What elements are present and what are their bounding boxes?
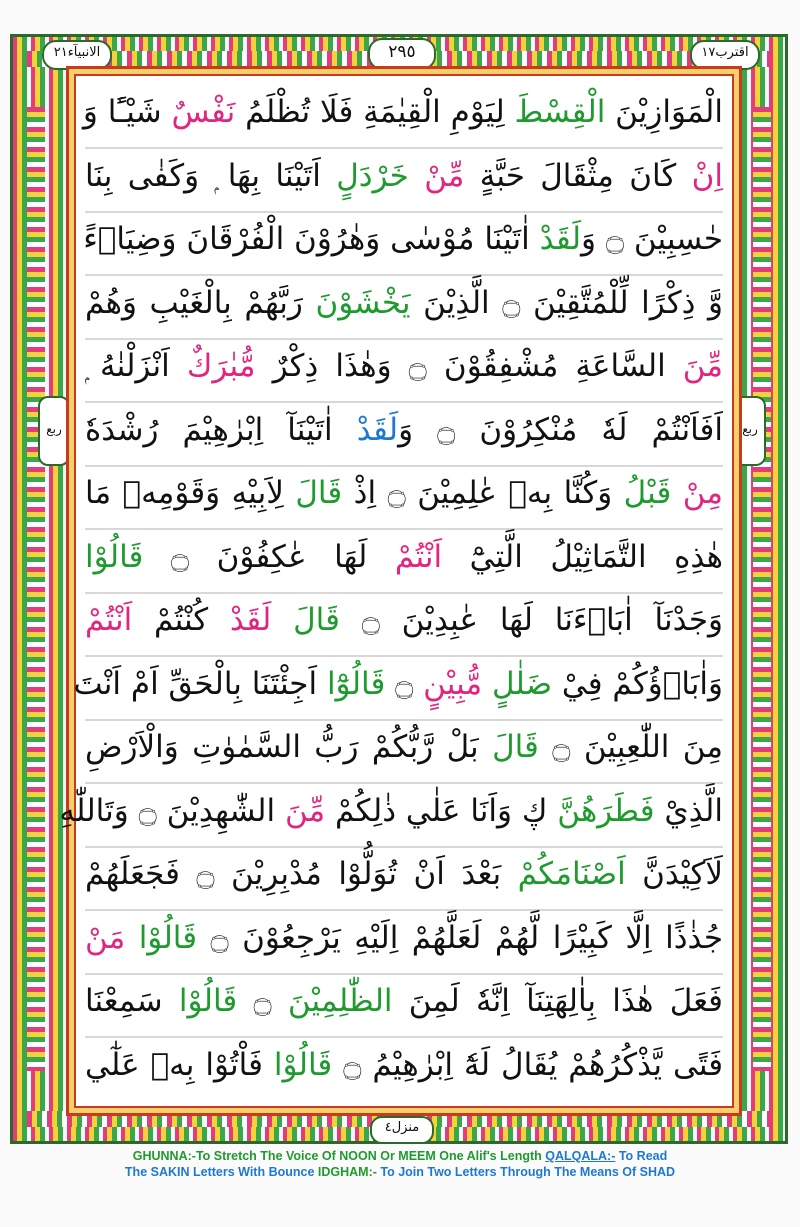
- legend-line-2: [0, 1164, 800, 1180]
- tajweed-word: مِّنْ: [424, 157, 465, 194]
- verse-line: [85, 1036, 723, 1100]
- page-number: ٢٩٥: [368, 38, 436, 70]
- verse-line: [85, 972, 723, 1038]
- verse-text: كَانَ مِثْقَالَ حَبَّةٍ: [464, 157, 692, 194]
- tajweed-word: خَرْدَلٍ: [336, 157, 409, 194]
- verse-text: ۝: [385, 665, 424, 702]
- verse-line: [82, 83, 723, 149]
- verse-text: وَكُنَّا بِهٖ عٰلِمِيْنَ ۝ اِذْ: [342, 475, 624, 511]
- idgham-label: IDGHAM:-: [317, 1165, 377, 1179]
- tajweed-word: قَالُوْا: [138, 919, 198, 956]
- verse-line: [85, 845, 723, 911]
- tajweed-word: مِنْ: [682, 475, 723, 511]
- tajweed-word: الْقِسْطَ: [514, 94, 606, 130]
- verse-text: [125, 920, 138, 956]
- verse-text: لِيَوْمِ الْقِيٰمَةِ فَلَا تُظْلَمُ: [235, 94, 515, 130]
- verse-text: الَّذِيْ: [654, 792, 723, 829]
- juz-name-label: اقترب١٧: [690, 40, 760, 70]
- verse-line: [85, 718, 723, 784]
- tajweed-word: لَقَدْ: [539, 221, 582, 257]
- tajweed-word: ضَلٰلٍ: [491, 665, 553, 702]
- verse-line: [85, 591, 723, 657]
- tajweed-word: قَالُوْا: [273, 1046, 333, 1083]
- verse-line: [59, 782, 723, 848]
- verse-text: اَتَيْنَا بِهَا ۭ وَكَفٰى بِنَا: [85, 157, 337, 194]
- verse-text: [409, 158, 424, 194]
- verse-text: وَاٰبَاۗؤُكُمْ فِيْ: [552, 665, 723, 702]
- tajweed-word: يَخْشَوْنَ: [315, 284, 411, 321]
- tajweed-word: مَنْ: [85, 919, 126, 956]
- tajweed-word: مِّنَ: [284, 792, 326, 829]
- verse-text: الشّٰهِدِيْنَ ۝ وَتَاللّٰهِ: [59, 792, 285, 829]
- tajweed-word: مُّبٰرَكٌ: [186, 348, 256, 384]
- verse-text: لَهَا عٰكِفُوْنَ ۝: [143, 538, 395, 575]
- tajweed-word: قَالُوْا: [178, 983, 238, 1019]
- verse-text: اٰتَيْنَا مُوْسٰى وَهٰرُوْنَ الْفُرْقَانَ وَضِيَاۗءً: [83, 221, 540, 257]
- tajweed-word: قَالَ: [293, 602, 340, 638]
- verse-text: اَفَاَنْتُمْ لَهٗ مُنْكِرُوْنَ ۝ وَ: [398, 411, 723, 448]
- verse-line: [85, 464, 723, 530]
- verse-text: بَعْدَ اَنْ تُوَلُّوْا مُدْبِرِيْنَ ۝ فَجَعَلَهُمْ: [85, 856, 518, 892]
- verse-line: [85, 337, 723, 403]
- tajweed-word: قَبْلُ: [623, 475, 672, 511]
- tajweed-word: نَفْسٌ: [171, 94, 236, 130]
- verse-text: شَيْـًٔا وَ: [82, 94, 172, 130]
- legend-line-1: [0, 1148, 800, 1164]
- verse-line: [85, 401, 723, 467]
- ghunna-text: To Stretch The Voice Of NOON Or MEEM One Alif's Length: [195, 1149, 542, 1163]
- verse-text: فَعَلَ هٰذَا بِاٰلِهَتِنَآ اِنَّهٗ لَمِنَ: [392, 983, 723, 1019]
- tajweed-word: اِنْ: [691, 157, 723, 194]
- verse-text: ڮ وَاَنَا عَلٰي ذٰلِكُمْ: [325, 792, 558, 829]
- idgham-text: To Join Two Letters Through The Means Of SHAD: [376, 1165, 676, 1179]
- tajweed-word: قَالُوْا: [85, 538, 144, 575]
- verse-text: فَتًى يَّذْكُرُهُمْ يُقَالُ لَهٗٓ اِبْرٰهِيْمُ ۝: [332, 1046, 724, 1083]
- tajweed-word: فَطَرَهُنَّ: [557, 792, 655, 829]
- verse-text: جُذٰذًا اِلَّا كَبِيْرًا لَّهُمْ لَعَلَّهُمْ اِلَيْهِ يَرْجِعُوْنَ ۝: [197, 919, 723, 956]
- tajweed-word: قَالَ: [492, 729, 539, 765]
- ornament-band-left: [27, 107, 45, 1071]
- verse-text: حٰسِبِيْنَ ۝ وَ: [581, 221, 723, 257]
- verse-text: وَجَدْنَآ اٰبَاۗءَنَا لَهَا عٰبِدِيْنَ ۝: [339, 602, 723, 638]
- tajweed-word: قَالَ: [295, 475, 343, 511]
- verse-text: هٰذِهِ التَّمَاثِيْلُ الَّتِيْٓ: [442, 538, 723, 575]
- tajweed-word: مُّبِيْنٍ: [423, 665, 483, 702]
- verse-text: رَبَّهُمْ بِالْغَيْبِ وَهُمْ: [85, 284, 316, 321]
- verse-text: لَاَكِيْدَنَّ: [625, 856, 723, 892]
- qalqala-label: QALQALA:-: [545, 1149, 616, 1163]
- tajweed-word: الظّٰلِمِيْنَ: [287, 983, 393, 1019]
- tajweed-word: اَصْنَامَكُمْ: [517, 856, 626, 892]
- verse-text: لِاَبِيْهِ وَقَوْمِهٖ مَا: [85, 475, 296, 511]
- tajweed-word: قَالُوْٓا: [326, 665, 386, 702]
- verse-text: [271, 602, 293, 638]
- verse-text: اَجِئْتَنَا بِالْحَقِّ اَمْ اَنْتَ: [73, 665, 327, 702]
- verse-text: سَمِعْنَا: [85, 983, 179, 1019]
- verse-line: [85, 147, 723, 213]
- verse-line: [85, 274, 723, 340]
- tajweed-legend: [0, 1148, 800, 1180]
- verse-text: [482, 666, 492, 702]
- surah-name-label: الانبیآء٢١: [42, 40, 112, 70]
- tajweed-word: مِّنَ: [682, 348, 723, 384]
- qalqala-text-cont: The SAKIN Letters With Bounce: [124, 1165, 315, 1179]
- verse-line: [73, 655, 723, 721]
- ghunna-label: GHUNNA:-: [132, 1149, 196, 1163]
- verse-line: [85, 210, 723, 276]
- tajweed-word: اَنْتُمْ: [394, 538, 443, 575]
- verse-text: الْمَوَازِيْنَ: [605, 94, 723, 130]
- rub-marker-right: ربع: [734, 396, 766, 466]
- verse-text: مِنَ اللّٰعِبِيْنَ ۝: [538, 729, 723, 765]
- verse-lines: [59, 83, 724, 1099]
- verse-text: اَنْزَلْنٰهُ ۭ: [85, 348, 187, 384]
- verse-text: كُنْتُمْ: [132, 602, 230, 638]
- verse-text: اٰتَيْنَآ اِبْرٰهِيْمَ رُشْدَهٗ: [85, 411, 357, 448]
- ornament-band-right: [753, 107, 771, 1071]
- verse-line: [85, 909, 723, 975]
- tajweed-word: لَقَدْ: [229, 602, 272, 638]
- verse-text: السَّاعَةِ مُشْفِقُوْنَ ۝ وَهٰذَا ذِكْرٌ: [255, 348, 683, 384]
- verse-text: ۝: [237, 983, 288, 1019]
- tajweed-word: لَقَدْ: [356, 411, 399, 448]
- verse-text: فَاْتُوْا بِهٖ عَلٰٓي: [85, 1046, 274, 1083]
- manzil-label: منزل٤: [370, 1116, 434, 1144]
- verse-line: [85, 528, 723, 594]
- quran-text-panel: [59, 66, 742, 1116]
- rub-marker-left: ربع: [38, 396, 70, 466]
- tajweed-word: اَنْتُمْ: [85, 602, 133, 638]
- verse-text: وَّ ذِكْرًا لِّلْمُتَّقِيْنَ ۝ الَّذِيْنَ: [410, 284, 723, 321]
- qalqala-text: To Read: [615, 1149, 668, 1163]
- verse-text: [671, 475, 682, 511]
- verse-text: بَلْ رَّبُّكُمْ رَبُّ السَّمٰوٰتِ وَالْاَرْضِ: [85, 729, 493, 765]
